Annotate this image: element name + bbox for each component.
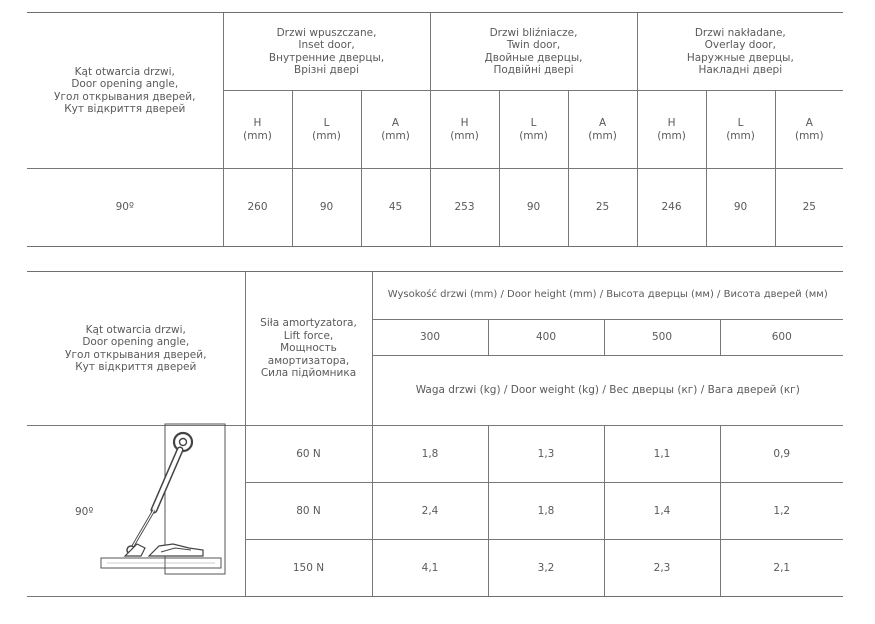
angle-value: 90º	[27, 169, 223, 247]
gas-strut-diagram	[99, 422, 249, 582]
col-header-h: H (mm)	[637, 91, 706, 169]
table-cell: 253	[430, 169, 499, 247]
table-cell: 1,8	[488, 483, 604, 540]
table-cell: 0,9	[720, 426, 843, 483]
table-cell: 90	[292, 169, 361, 247]
table-cell: 2,1	[720, 540, 843, 597]
inset-door-header: Drzwi wpuszczane, Inset door, Внутренние дверцы, Врізні двері	[223, 13, 430, 91]
table-cell: 25	[775, 169, 843, 247]
door-height-header: Wysokość drzwi (mm) / Door height (mm) / Высота дверцы (мм) / Висота дверей (мм)	[372, 272, 843, 320]
table-cell: 90	[499, 169, 568, 247]
twin-door-header: Drzwi bliźniacze, Twin door, Двойные дверцы, Подвійні двері	[430, 13, 637, 91]
table-cell: 1,4	[604, 483, 720, 540]
table-cell: 45	[361, 169, 430, 247]
lift-force-value: 60 N	[245, 426, 372, 483]
door-dimensions-table	[27, 12, 843, 247]
hinge-diagram-cell	[27, 426, 245, 597]
col-header-a: A (mm)	[568, 91, 637, 169]
table-cell: 2,3	[604, 540, 720, 597]
table-cell: 2,4	[372, 483, 488, 540]
lift-force-table	[27, 271, 843, 597]
height-300: 300	[372, 320, 488, 356]
table-cell: 3,2	[488, 540, 604, 597]
angle-header: Kąt otwarcia drzwi, Door opening angle, Угол открывания дверей, Кут відкриття дверей	[27, 13, 223, 169]
col-header-l: L (mm)	[292, 91, 361, 169]
table-row	[27, 426, 843, 483]
col-header-h: H (mm)	[430, 91, 499, 169]
angle-value: 90º	[75, 506, 94, 518]
table-cell: 260	[223, 169, 292, 247]
table-cell: 90	[706, 169, 775, 247]
table-cell: 4,1	[372, 540, 488, 597]
col-header-a: A (mm)	[775, 91, 843, 169]
table-cell: 1,8	[372, 426, 488, 483]
table-cell: 1,3	[488, 426, 604, 483]
table-cell: 1,1	[604, 426, 720, 483]
overlay-door-header: Drzwi nakładane, Overlay door, Наружные дверцы, Накладні двері	[637, 13, 843, 91]
col-header-l: L (mm)	[706, 91, 775, 169]
table-cell: 1,2	[720, 483, 843, 540]
lift-force-value: 150 N	[245, 540, 372, 597]
table-row	[27, 169, 843, 247]
lift-force-value: 80 N	[245, 483, 372, 540]
angle-header: Kąt otwarcia drzwi, Door opening angle, Угол открывания дверей, Кут відкриття дверей	[27, 272, 245, 426]
door-weight-header: Waga drzwi (kg) / Door weight (kg) / Вес дверцы (кг) / Вага дверей (кг)	[372, 356, 843, 426]
height-600: 600	[720, 320, 843, 356]
height-500: 500	[604, 320, 720, 356]
col-header-l: L (mm)	[499, 91, 568, 169]
col-header-a: A (mm)	[361, 91, 430, 169]
table-cell: 25	[568, 169, 637, 247]
table-cell: 246	[637, 169, 706, 247]
height-400: 400	[488, 320, 604, 356]
lift-force-header: Siła amortyzatora, Lift force, Мощность амортизатора, Сила підйомника	[245, 272, 372, 426]
col-header-h: H (mm)	[223, 91, 292, 169]
